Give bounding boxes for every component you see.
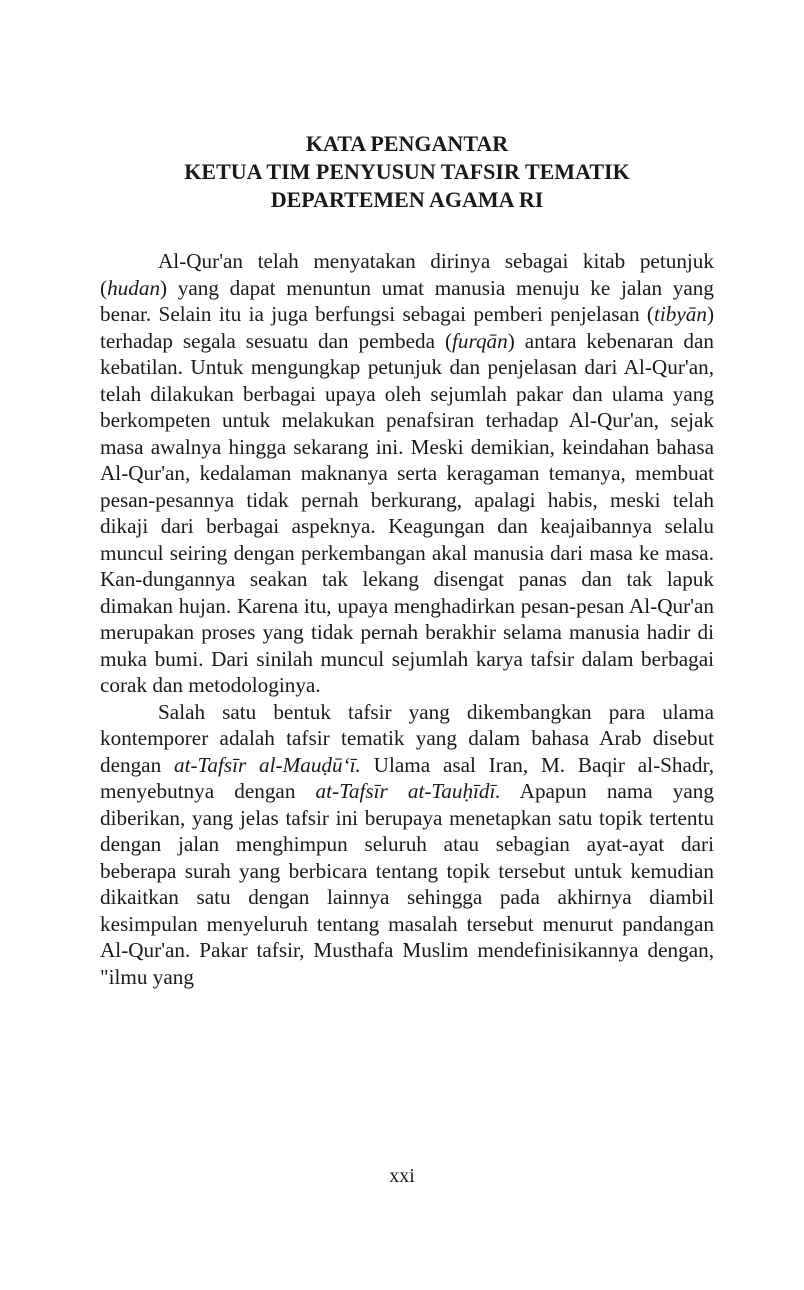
paragraph-1-text-d: ) antara kebenaran dan kebatilan. Untuk mengungkap petunjuk dan penjelasan dari Al-Qur'an, telah dilakukan berbagai upaya oleh sejumlah pakar dan ulama yang berkompeten untuk melakukan penafsiran terhadap Al-Qur'an, sejak masa awalnya hingga sekarang ini. Meski demikian, keindahan bahasa Al-Qur'an, kedalaman maknanya serta keragaman temanya, membuat pesan-pesannya tidak pernah berkurang, apalagi habis, meski telah dikaji dari berbagai aspeknya. Keagungan dan keajaibannya selalu muncul seiring dengan perkembangan akal manusia dari masa ke masa. Kan-dungannya seakan tak lekang disengat panas dan tak lapuk dimakan hujan. Karena itu, upaya menghadirkan pesan-pesan Al-Qur'an merupakan proses yang tidak pernah berakhir selama manusia hadir di muka bumi. Dari sinilah muncul sejumlah karya tafsir dalam berbagai corak dan metodologinya. (100, 328, 714, 697)
body-paragraph-2 (100, 699, 714, 991)
document-page (100, 130, 714, 990)
title-line-1: KATA PENGANTAR (305, 131, 509, 156)
term-hudan: hudan (107, 275, 161, 300)
body-paragraph-1 (100, 248, 714, 699)
term-tibyan: tibyān (653, 302, 707, 326)
paragraph-2-text-c: Apapun nama yang diberikan, yang jelas tafsir ini berupaya menetapkan satu topik tertentu dengan jalan menghimpun seluruh atau sebagian ayat-ayat dari beberapa surah yang berbicara tentang topik tersebut untuk kemudian dikaitkan satu dengan lainnya sehingga pada akhirnya diambil kesimpulan menyeluruh tentang masalah tersebut menurut pandangan Al-Qur'an. Pakar tafsir, Musthafa Muslim mendefinisikannya dengan, "ilmu yang (100, 779, 714, 989)
term-furqan: furqān (452, 328, 508, 353)
page-number: xxi (389, 1165, 415, 1187)
paragraph-1-text-b: ) yang dapat menuntun umat manusia menuju ke jalan yang benar. Selain itu ia juga berfungsi sebagai pemberi penjelasan ( (100, 275, 714, 326)
paragraph-1-text-c: ) terhadap segala sesuatu dan pembeda ( (100, 302, 714, 353)
paragraph-2-text-b: Ulama asal Iran, M. Baqir al-Shadr, menyebutnya dengan (100, 752, 715, 803)
paragraph-2-text-a: Salah satu bentuk tafsir yang dikembangkan para ulama kontemporer adalah tafsir tematik yang dalam bahasa Arab disebut dengan (100, 699, 714, 777)
term-tafsir-maudui: at-Tafsīr al-Mauḍū‘ī. (174, 752, 361, 777)
term-tafsir-tauhidi: at-Tafsīr at-Tauḥīdī. (315, 779, 501, 803)
title-line-3: DEPARTEMEN AGAMA RI (270, 187, 544, 212)
page-title (100, 130, 714, 214)
paragraph-1-text-a: Al-Qur'an telah menyatakan dirinya sebagai kitab petunjuk ( (100, 249, 714, 300)
title-line-2: KETUA TIM PENYUSUN TAFSIR TEMATIK (184, 159, 630, 184)
